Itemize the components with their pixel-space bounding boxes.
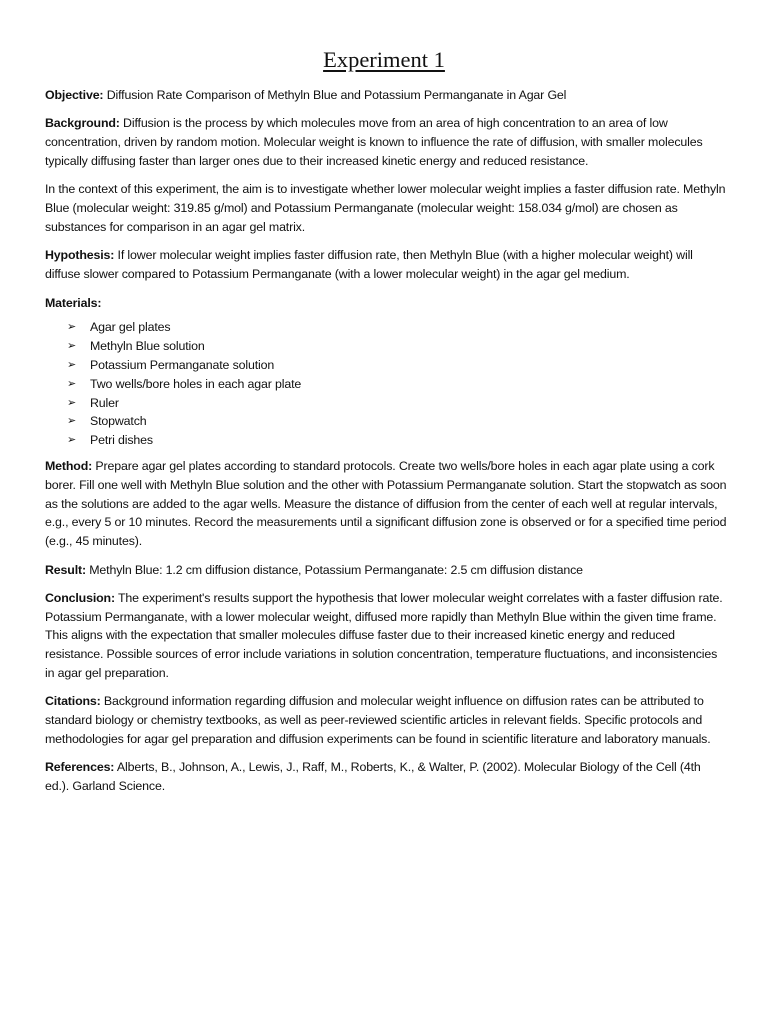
hypothesis-label: Hypothesis: <box>45 248 115 263</box>
result-label: Result: <box>45 562 86 577</box>
material-item-text: Stopwatch <box>90 414 147 429</box>
method-text: Prepare agar gel plates according to standard protocols. Create two wells/bore holes in each agar plate using a cork borer. Fill one well with Methyln Blue solution and the other with Potassium Permanganate solution. Start the stopwatch as soon as the solutions are added to the agar wells. Measure the distance of diffusion from the center of each well at regular intervals, e.g., every 5 or 10 minutes. Record the measurements until a significant diffusion zone is observed or for a specified time period (e.g., 45 minutes). <box>45 458 727 549</box>
list-item <box>67 318 727 337</box>
background-text: Diffusion is the process by which molecules move from an area of high concentration to an area of low concentration, driven by random motion. Molecular weight is known to influence the rate of diffusion, with smaller molecules typically diffusing faster than larger ones due to their increased kinetic energy and reduced resistance. <box>45 116 703 168</box>
objective-label: Objective: <box>45 88 104 102</box>
document-title: Experiment 1 <box>323 47 445 72</box>
material-item-text: Agar gel plates <box>90 320 171 335</box>
background-paragraph <box>45 114 727 170</box>
citations-label: Citations: <box>45 694 101 709</box>
arrow-bullet-icon: ➢ <box>67 415 77 428</box>
document-body <box>45 86 727 806</box>
material-item-text: Methyln Blue solution <box>90 339 205 354</box>
arrow-bullet-icon: ➢ <box>67 340 77 353</box>
arrow-bullet-icon: ➢ <box>67 321 77 334</box>
objective-paragraph <box>45 86 727 105</box>
references-paragraph <box>45 758 727 796</box>
conclusion-text: The experiment's results support the hypothesis that lower molecular weight correlates with a faster diffusion rate. Potassium Permanganate, with a lower molecular weight, diffused more rapidly than Methyln Blue within the given time frame. This aligns with the expectation that smaller molecules diffuse faster due to their increased kinetic energy and reduced resistance. Possible sources of error include variations in solution concentration, temperature fluctuations, and inconsistencies in agar gel preparation. <box>45 590 723 681</box>
arrow-bullet-icon: ➢ <box>67 377 77 390</box>
hypothesis-text: If lower molecular weight implies faster diffusion rate, then Methyln Blue (with a higher molecular weight) will diffuse slower compared to Potassium Permanganate (with a lower molecular weight) in the agar gel medium. <box>45 248 693 282</box>
citations-paragraph <box>45 692 727 748</box>
list-item <box>67 375 727 394</box>
conclusion-label: Conclusion: <box>45 590 115 605</box>
arrow-bullet-icon: ➢ <box>67 396 77 409</box>
citations-text: Background information regarding diffusion and molecular weight influence on diffusion rates can be attributed to standard biology or chemistry textbooks, as well as peer-reviewed scientific articles in relevant fields. Specific protocols and methodologies for agar gel preparation and diffusion experiments can be found in scientific literature and laboratory manuals. <box>45 694 711 747</box>
references-label: References: <box>45 760 115 775</box>
conclusion-paragraph <box>45 589 727 683</box>
material-item-text: Two wells/bore holes in each agar plate <box>90 376 302 391</box>
hypothesis-paragraph <box>45 246 727 284</box>
result-text: Methyln Blue: 1.2 cm diffusion distance, Potassium Permanganate: 2.5 cm diffusion distance <box>85 562 583 577</box>
list-item <box>67 412 727 431</box>
materials-list <box>45 318 727 450</box>
objective-text: Diffusion Rate Comparison of Methyln Blue and Potassium Permanganate in Agar Gel <box>103 88 567 102</box>
material-item-text: Potassium Permanganate solution <box>90 357 275 372</box>
materials-label: Materials: <box>45 295 102 310</box>
list-item <box>67 431 727 450</box>
context-text: In the context of this experiment, the aim is to investigate whether lower molecular weight implies a faster diffusion rate. Methyln Blue (molecular weight: 319.85 g/mol) and Potassium Permanganate (molecular weight: 158.034 g/mol) are chosen as substances for comparison in an agar gel matrix. <box>45 182 726 234</box>
method-label: Method: <box>45 458 93 473</box>
result-paragraph <box>45 561 727 580</box>
background-label: Background: <box>45 116 120 131</box>
list-item <box>67 394 727 413</box>
list-item <box>67 337 727 356</box>
method-paragraph <box>45 457 727 551</box>
arrow-bullet-icon: ➢ <box>67 434 77 447</box>
material-item-text: Ruler <box>90 395 119 410</box>
materials-heading <box>45 294 727 313</box>
references-text: Alberts, B., Johnson, A., Lewis, J., Raff, M., Roberts, K., & Walter, P. (2002). Molecular Biology of the Cell (4th ed.). Garland Science. <box>45 760 701 794</box>
list-item <box>67 356 727 375</box>
arrow-bullet-icon: ➢ <box>67 358 77 371</box>
context-paragraph <box>45 180 727 236</box>
material-item-text: Petri dishes <box>90 433 153 448</box>
